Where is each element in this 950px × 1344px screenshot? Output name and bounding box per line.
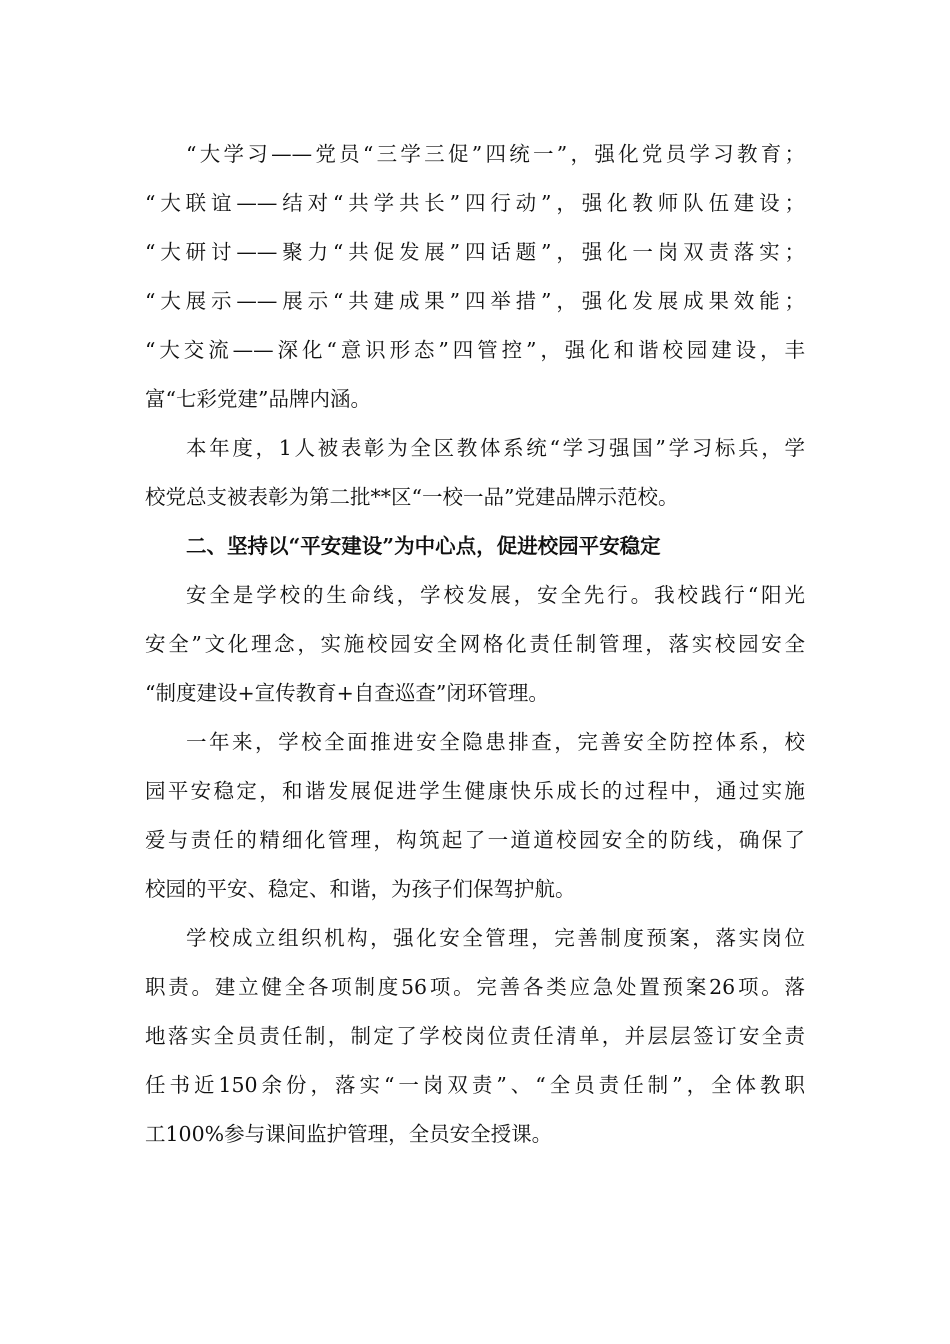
body-line: “大研讨——聚力“共促发展”四话题”，强化一岗双责落实； — [145, 240, 805, 264]
body-line: 安全”文化理念，实施校园安全网格化责任制管理，落实校园安全 — [145, 632, 805, 656]
body-line: 爱与责任的精细化管理，构筑起了一道道校园安全的防线，确保了 — [145, 828, 805, 852]
body-line: “大交流——深化“意识形态”四管控”，强化和谐校园建设，丰 — [145, 338, 805, 362]
body-line: 工100%参与课间监护管理，全员安全授课。 — [145, 1122, 553, 1146]
body-line: 富“七彩党建”品牌内涵。 — [145, 387, 371, 411]
section-heading: 二、坚持以“平安建设”为中心点，促进校园平安稳定 — [186, 534, 661, 558]
body-line: 任书近150余份，落实“一岗双责”、“全员责任制”，全体教职 — [145, 1073, 805, 1097]
body-line: 学校成立组织机构，强化安全管理，完善制度预案，落实岗位 — [186, 926, 805, 950]
body-line: 地落实全员责任制，制定了学校岗位责任清单，并层层签订安全责 — [145, 1024, 805, 1048]
body-line: 校园的平安、稳定、和谐，为孩子们保驾护航。 — [145, 877, 576, 901]
body-line: 园平安稳定，和谐发展促进学生健康快乐成长的过程中，通过实施 — [145, 779, 805, 803]
body-line: “大学习——党员“三学三促”四统一”，强化党员学习教育； — [186, 142, 805, 166]
body-line: “制度建设+宣传教育+自查巡查”闭环管理。 — [145, 681, 549, 705]
body-line: “大展示——展示“共建成果”四举措”，强化发展成果效能； — [145, 289, 805, 313]
body-line: “大联谊——结对“共学共长”四行动”，强化教师队伍建设； — [145, 191, 805, 215]
document-page — [145, 130, 805, 1159]
body-line: 校党总支被表彰为第二批**区“一校一品”党建品牌示范校。 — [145, 485, 679, 509]
body-line: 一年来，学校全面推进安全隐患排查，完善安全防控体系，校 — [186, 730, 805, 754]
body-line: 本年度，1人被表彰为全区教体系统“学习强国”学习标兵，学 — [186, 436, 805, 460]
body-line: 职责。建立健全各项制度56项。完善各类应急处置预案26项。落 — [145, 975, 805, 999]
body-line: 安全是学校的生命线，学校发展，安全先行。我校践行“阳光 — [186, 583, 805, 607]
